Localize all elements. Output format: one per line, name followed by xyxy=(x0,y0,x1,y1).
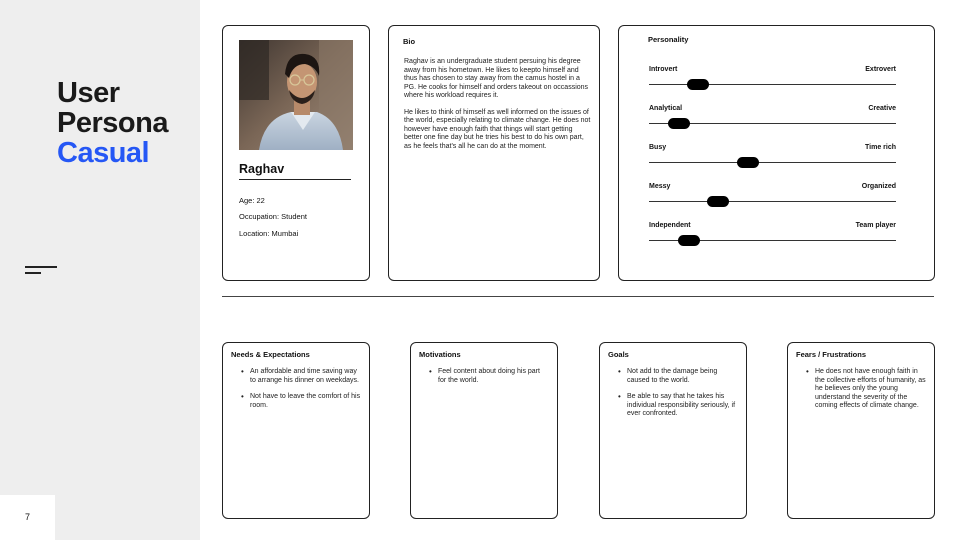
needs-list xyxy=(241,368,361,418)
slider-knob xyxy=(737,157,759,168)
personality-card xyxy=(618,25,935,281)
title-line-user: User xyxy=(57,77,120,109)
trait-slider-busy-timerich xyxy=(649,144,896,174)
section-divider xyxy=(222,296,934,297)
page-number: 7 xyxy=(25,512,31,522)
slider-knob xyxy=(707,196,729,207)
trait-left-label: Analytical xyxy=(649,105,683,112)
trait-left-label: Introvert xyxy=(649,66,678,73)
trait-right-label: Team player xyxy=(855,222,896,229)
fears-title: Fears / Frustrations xyxy=(796,350,867,359)
fears-list xyxy=(806,368,926,419)
name-underline xyxy=(239,179,351,180)
needs-title: Needs & Expectations xyxy=(231,350,310,359)
persona-age: Age: 22 xyxy=(239,196,265,205)
profile-card xyxy=(222,25,370,281)
list-item: • An affordable and time saving way to arrange his dinner on weekdays. xyxy=(241,368,361,385)
trait-left-label: Independent xyxy=(649,222,691,229)
title-line-persona: Persona xyxy=(57,107,168,139)
decorative-line-short xyxy=(25,272,41,274)
trait-right-label: Time rich xyxy=(865,144,896,151)
list-item: • Feel content about doing his part for the world. xyxy=(429,368,549,385)
persona-occupation: Occupation: Student xyxy=(239,212,307,221)
slider-track xyxy=(649,84,896,85)
trait-slider-independent-teamplayer xyxy=(649,222,896,252)
trait-left-label: Busy xyxy=(649,144,667,151)
slider-knob xyxy=(687,79,709,90)
bio-title: Bio xyxy=(403,37,416,46)
slider-knob xyxy=(678,235,700,246)
needs-card xyxy=(222,342,370,519)
list-item: • He does not have enough faith in the collective efforts of humanity, as he believes only the young understand the severity of the coming effects of climate change. xyxy=(806,368,926,411)
trait-right-label: Creative xyxy=(868,105,896,112)
slider-track xyxy=(649,201,896,202)
decorative-line xyxy=(25,266,57,268)
persona-portrait xyxy=(239,40,353,150)
slide-title xyxy=(57,78,168,168)
personality-title: Personality xyxy=(648,35,689,44)
bio-card xyxy=(388,25,600,281)
motivations-title: Motivations xyxy=(419,350,461,359)
bio-paragraph-2: He likes to think of himself as well informed on the issues of the world, especially relating to climate change. He does not however have enough faith that things will start getting better one fine day but he tries his best to do his own part, as he feels that's all he can do at the moment. xyxy=(404,108,591,150)
fears-card xyxy=(787,342,935,519)
list-item: • Not have to leave the comfort of his room. xyxy=(241,393,361,410)
title-line-casual: Casual xyxy=(57,137,150,169)
goals-title: Goals xyxy=(608,350,629,359)
trait-slider-analytical-creative xyxy=(649,105,896,135)
trait-slider-messy-organized xyxy=(649,183,896,213)
persona-name: Raghav xyxy=(239,162,285,176)
list-item: • Not add to the damage being caused to the world. xyxy=(618,368,738,385)
trait-right-label: Extrovert xyxy=(865,66,896,73)
slider-knob xyxy=(668,118,690,129)
trait-right-label: Organized xyxy=(861,183,896,190)
persona-location: Location: Mumbai xyxy=(239,229,299,238)
trait-left-label: Messy xyxy=(649,183,671,190)
motivations-card xyxy=(410,342,558,519)
profile-photo xyxy=(239,40,353,150)
goals-list xyxy=(618,368,738,427)
bio-paragraph-1: Raghav is an undergraduate student persuing his degree away from his hometown. He likes to keepto himself and thus has chosen to stay away from the camus hostel in a PG. He cooks for himself and orders takeout on occassions where his workload requires it. xyxy=(404,58,589,99)
goals-card xyxy=(599,342,747,519)
slider-track xyxy=(649,162,896,163)
bio-text xyxy=(404,58,592,151)
list-item: • Be able to say that he takes his individual responsibility seriously, if ever confronted. xyxy=(618,393,738,419)
trait-slider-introvert-extrovert xyxy=(649,66,896,96)
motivations-list xyxy=(429,368,549,393)
